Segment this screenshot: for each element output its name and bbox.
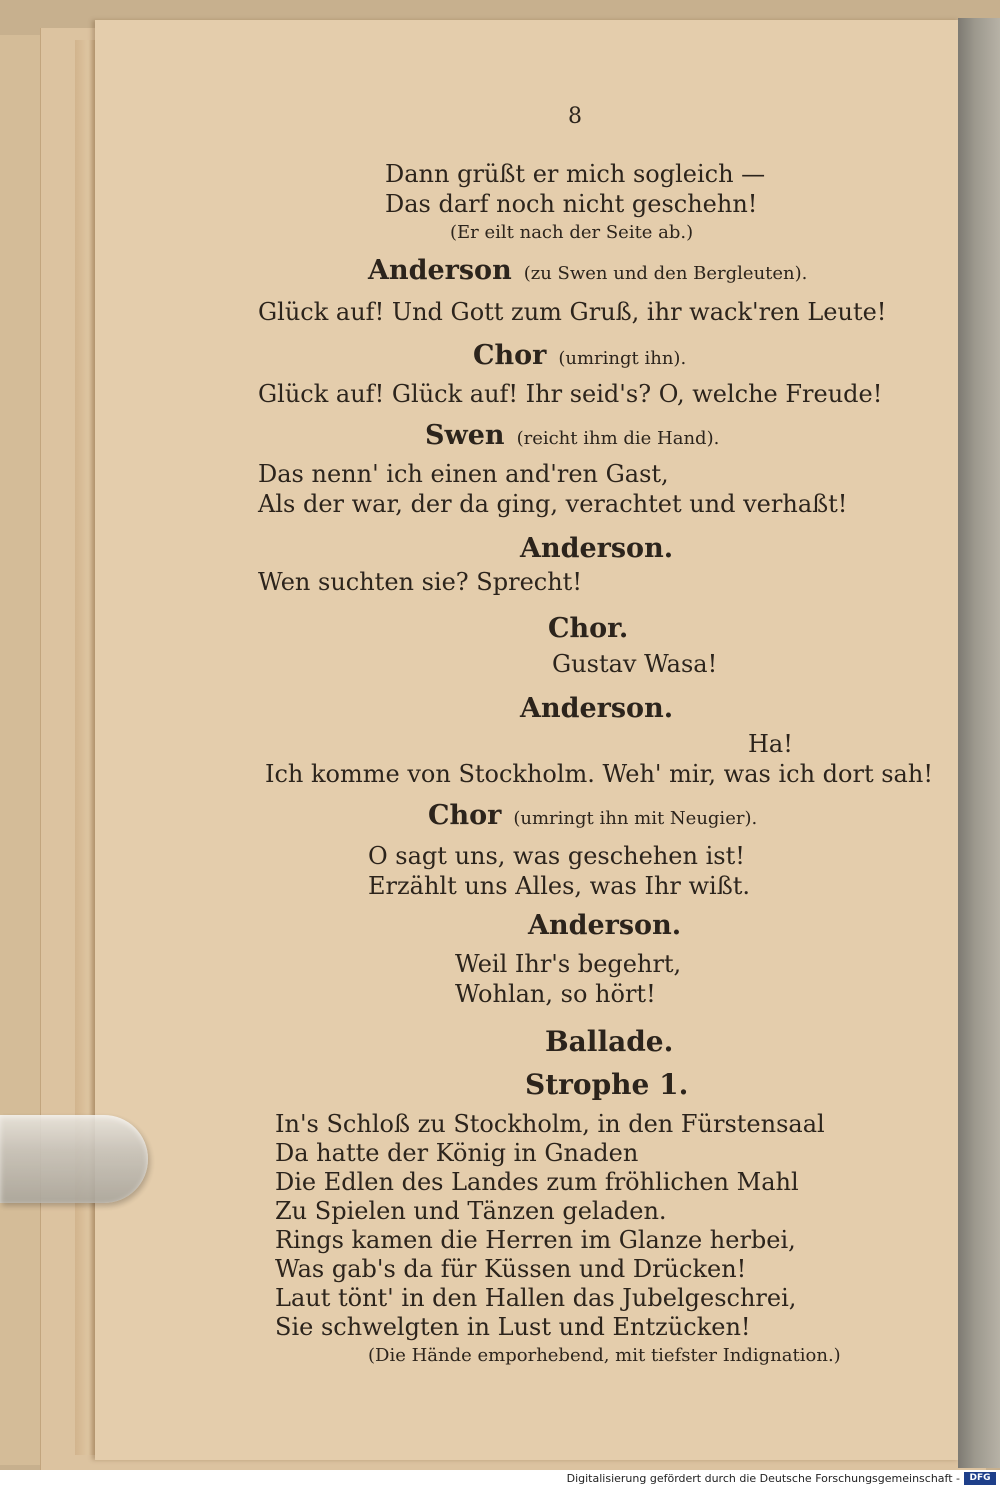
verse-line: Wohlan, so hört!: [455, 980, 656, 1008]
verse-line: Glück auf! Glück auf! Ihr seid's? O, welche Freude!: [258, 380, 883, 408]
page-clip: [0, 1115, 148, 1203]
page-edge: [75, 40, 97, 1455]
speaker-name: Anderson.: [520, 533, 674, 564]
verse-line: Erzählt uns Alles, was Ihr wißt.: [368, 872, 751, 900]
verse-line: Die Edlen des Landes zum fröhlichen Mahl: [275, 1168, 799, 1196]
stage-direction: (Die Hände emporhebend, mit tiefster Indignation.): [368, 1345, 841, 1366]
speaker-name: Chor: [473, 340, 547, 371]
scan-edge-strip: [958, 18, 1000, 1468]
verse-line: Gustav Wasa!: [552, 650, 718, 678]
stage-direction: (Er eilt nach der Seite ab.): [450, 222, 694, 243]
speaker-name: Swen: [425, 420, 505, 451]
speaker-note: (umringt ihn).: [558, 348, 687, 369]
verse-line: Dann grüßt er mich sogleich —: [385, 160, 766, 188]
speaker-note: (zu Swen und den Bergleuten).: [523, 263, 808, 284]
speaker-name: Chor: [428, 800, 502, 831]
page-number: 8: [568, 104, 582, 129]
funding-notice: Digitalisierung gefördert durch die Deutsche Forschungsgemeinschaft -: [566, 1472, 960, 1485]
verse-line: Wen suchten sie? Sprecht!: [258, 568, 582, 596]
speaker-line: [428, 800, 757, 831]
speaker-note: (umringt ihn mit Neugier).: [513, 808, 758, 829]
section-heading: Ballade.: [545, 1025, 674, 1058]
verse-line: Rings kamen die Herren im Glanze herbei,: [275, 1226, 796, 1254]
verse-line: In's Schloß zu Stockholm, in den Fürstensaal: [275, 1110, 825, 1138]
speaker-line: [473, 340, 686, 371]
verse-line: Ha!: [748, 730, 793, 758]
speaker-name: Anderson.: [528, 910, 682, 941]
speaker-line: [425, 420, 719, 451]
verse-line: Glück auf! Und Gott zum Gruß, ihr wack'ren Leute!: [258, 298, 887, 326]
dfg-logo-icon: DFG: [964, 1472, 996, 1485]
verse-line: Weil Ihr's begehrt,: [455, 950, 682, 978]
verse-line: Das nenn' ich einen and'ren Gast,: [258, 460, 669, 488]
verse-line: Was gab's da für Küssen und Drücken!: [275, 1255, 747, 1283]
verse-line: Laut tönt' in den Hallen das Jubelgeschrei,: [275, 1284, 797, 1312]
verse-line: Das darf noch nicht geschehn!: [385, 190, 758, 218]
verse-line: Zu Spielen und Tänzen geladen.: [275, 1197, 667, 1225]
verse-line: Ich komme von Stockholm. Weh' mir, was ich dort sah!: [265, 760, 933, 788]
verse-line: Da hatte der König in Gnaden: [275, 1139, 639, 1167]
digitization-footer: [0, 1470, 1000, 1488]
verse-line: Als der war, der da ging, verachtet und verhaßt!: [258, 490, 848, 518]
verse-line: O sagt uns, was geschehen ist!: [368, 842, 745, 870]
section-subheading: Strophe 1.: [525, 1068, 689, 1101]
speaker-name: Anderson: [368, 255, 512, 286]
speaker-line: [368, 255, 807, 286]
speaker-name: Anderson.: [520, 693, 674, 724]
verse-line: Sie schwelgten in Lust und Entzücken!: [275, 1313, 751, 1341]
speaker-note: (reicht ihm die Hand).: [516, 428, 720, 449]
speaker-name: Chor.: [548, 613, 629, 644]
